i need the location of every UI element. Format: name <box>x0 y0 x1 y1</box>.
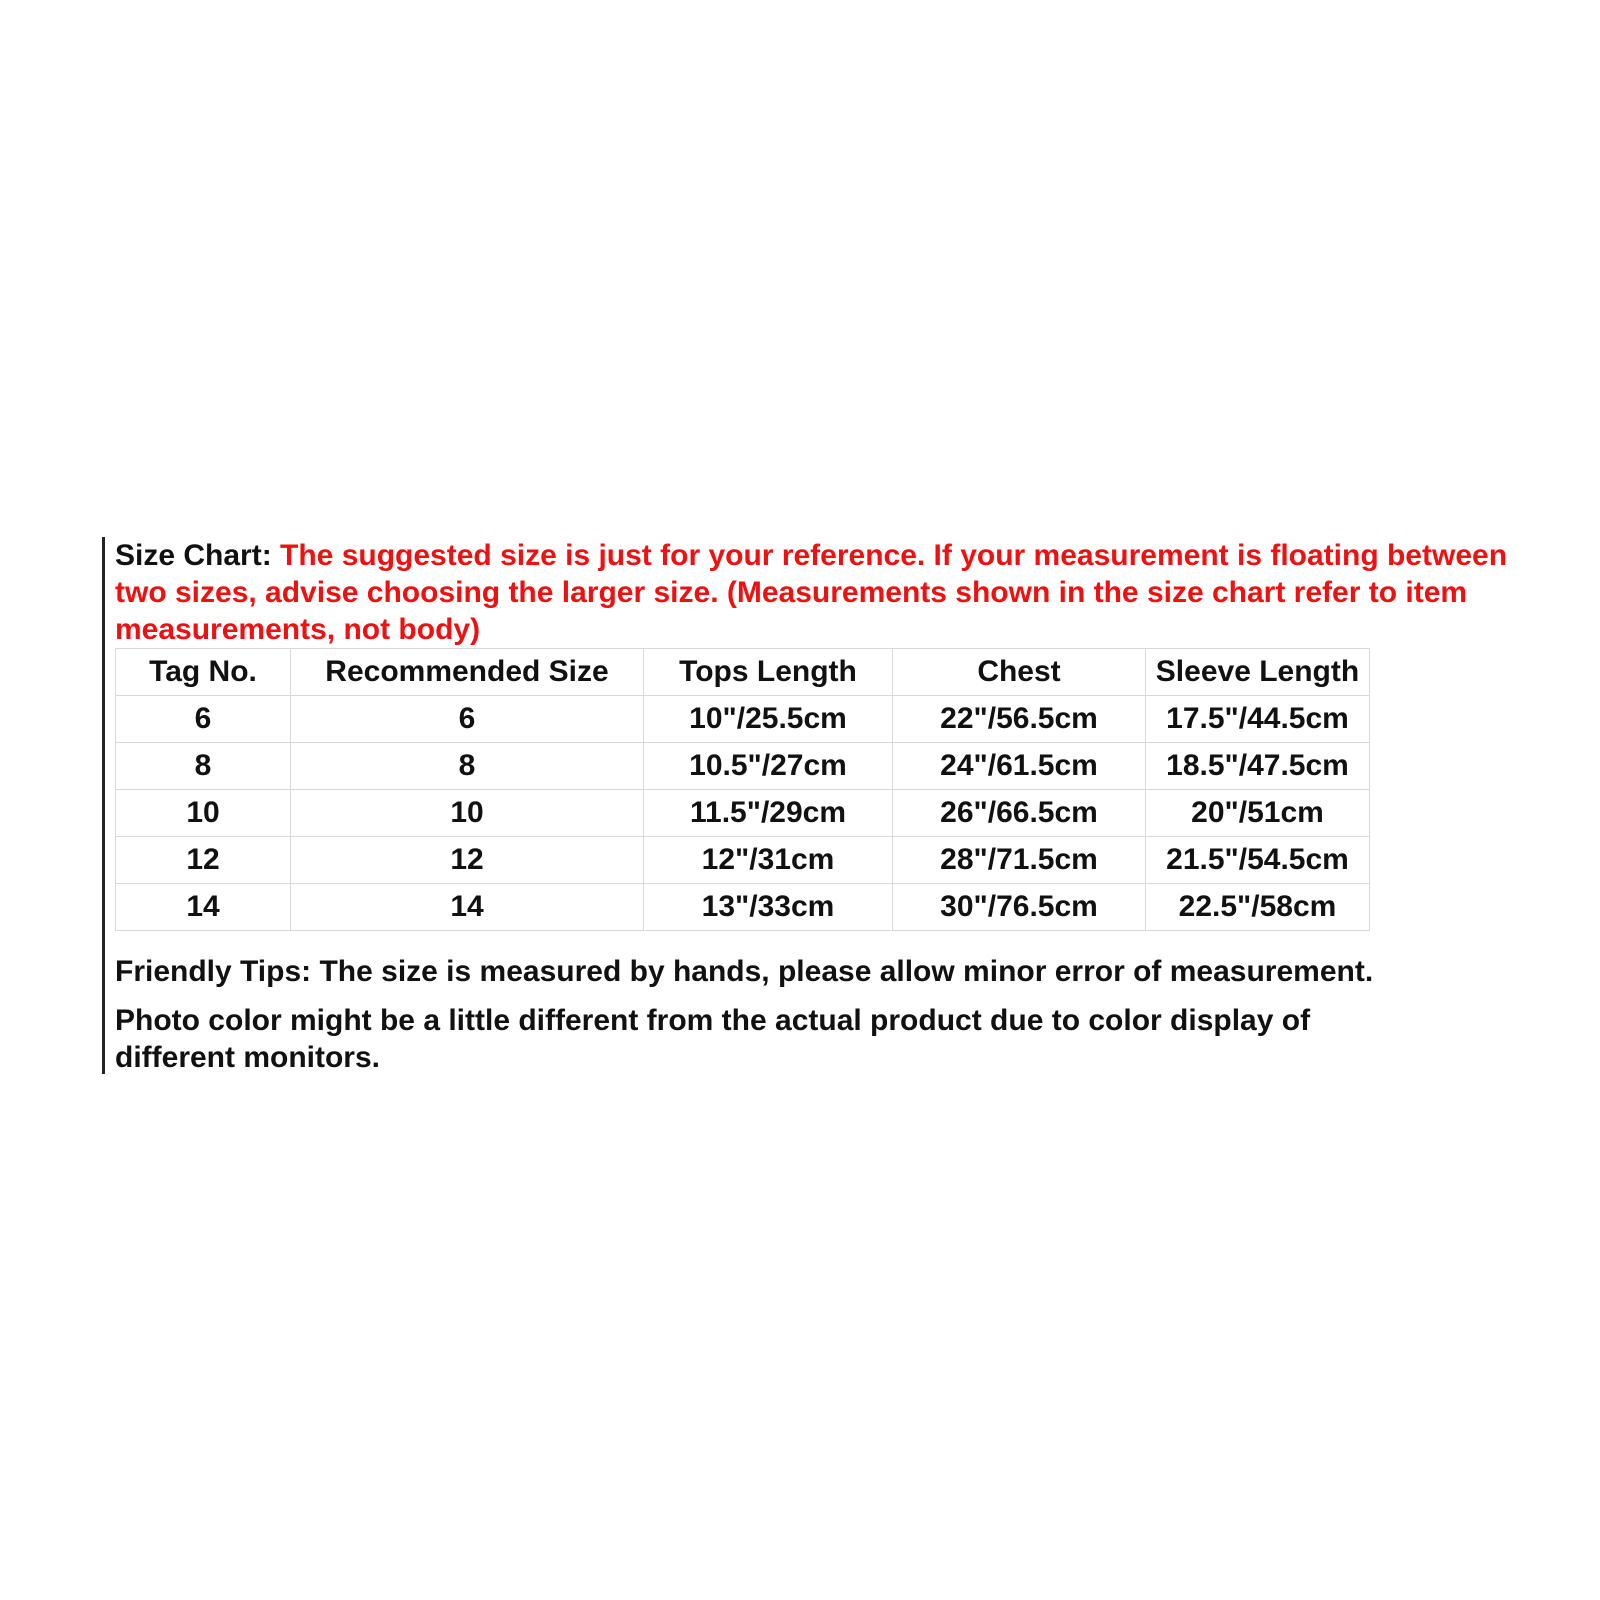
cell-recommended-size: 14 <box>291 884 644 931</box>
cell-chest: 24"/61.5cm <box>893 743 1146 790</box>
cell-tops-length: 10.5"/27cm <box>644 743 893 790</box>
table-header-row <box>116 649 1370 696</box>
cell-sleeve-length: 17.5"/44.5cm <box>1146 696 1370 743</box>
cell-chest: 26"/66.5cm <box>893 790 1146 837</box>
header-recommended-size: Recommended Size <box>291 649 644 696</box>
photo-color-note: Photo color might be a little different from the actual product due to color display of different monitors. <box>115 1004 1311 1074</box>
cell-chest: 28"/71.5cm <box>893 837 1146 884</box>
size-chart-intro <box>115 537 1515 648</box>
cell-chest: 22"/56.5cm <box>893 696 1146 743</box>
cell-tag-no: 12 <box>116 837 291 884</box>
cell-recommended-size: 8 <box>291 743 644 790</box>
cell-tag-no: 10 <box>116 790 291 837</box>
document-content <box>115 537 1515 1076</box>
friendly-tips: Friendly Tips: The size is measured by hands, please allow minor error of measurement. <box>115 955 1374 988</box>
cell-sleeve-length: 22.5"/58cm <box>1146 884 1370 931</box>
header-sleeve-length: Sleeve Length <box>1146 649 1370 696</box>
table-row <box>116 696 1370 743</box>
cell-chest: 30"/76.5cm <box>893 884 1146 931</box>
size-chart-document <box>102 537 1522 1074</box>
cell-tag-no: 8 <box>116 743 291 790</box>
table-row <box>116 790 1370 837</box>
header-chest: Chest <box>893 649 1146 696</box>
cell-tag-no: 14 <box>116 884 291 931</box>
size-chart-note: The suggested size is just for your reference. If your measurement is floating between two sizes, advise choosing the larger size. (Measurements shown in the size chart refer to item measurements, not body) <box>115 539 1508 646</box>
header-tag-no: Tag No. <box>116 649 291 696</box>
table-row <box>116 837 1370 884</box>
cell-tops-length: 10"/25.5cm <box>644 696 893 743</box>
cell-sleeve-length: 21.5"/54.5cm <box>1146 837 1370 884</box>
table-row <box>116 884 1370 931</box>
cell-tops-length: 13"/33cm <box>644 884 893 931</box>
cell-recommended-size: 10 <box>291 790 644 837</box>
size-table <box>115 648 1370 931</box>
header-tops-length: Tops Length <box>644 649 893 696</box>
size-chart-label: Size Chart: <box>115 539 281 572</box>
cell-tag-no: 6 <box>116 696 291 743</box>
cell-tops-length: 12"/31cm <box>644 837 893 884</box>
cell-tops-length: 11.5"/29cm <box>644 790 893 837</box>
cell-sleeve-length: 20"/51cm <box>1146 790 1370 837</box>
cell-recommended-size: 6 <box>291 696 644 743</box>
table-row <box>116 743 1370 790</box>
cell-sleeve-length: 18.5"/47.5cm <box>1146 743 1370 790</box>
cell-recommended-size: 12 <box>291 837 644 884</box>
